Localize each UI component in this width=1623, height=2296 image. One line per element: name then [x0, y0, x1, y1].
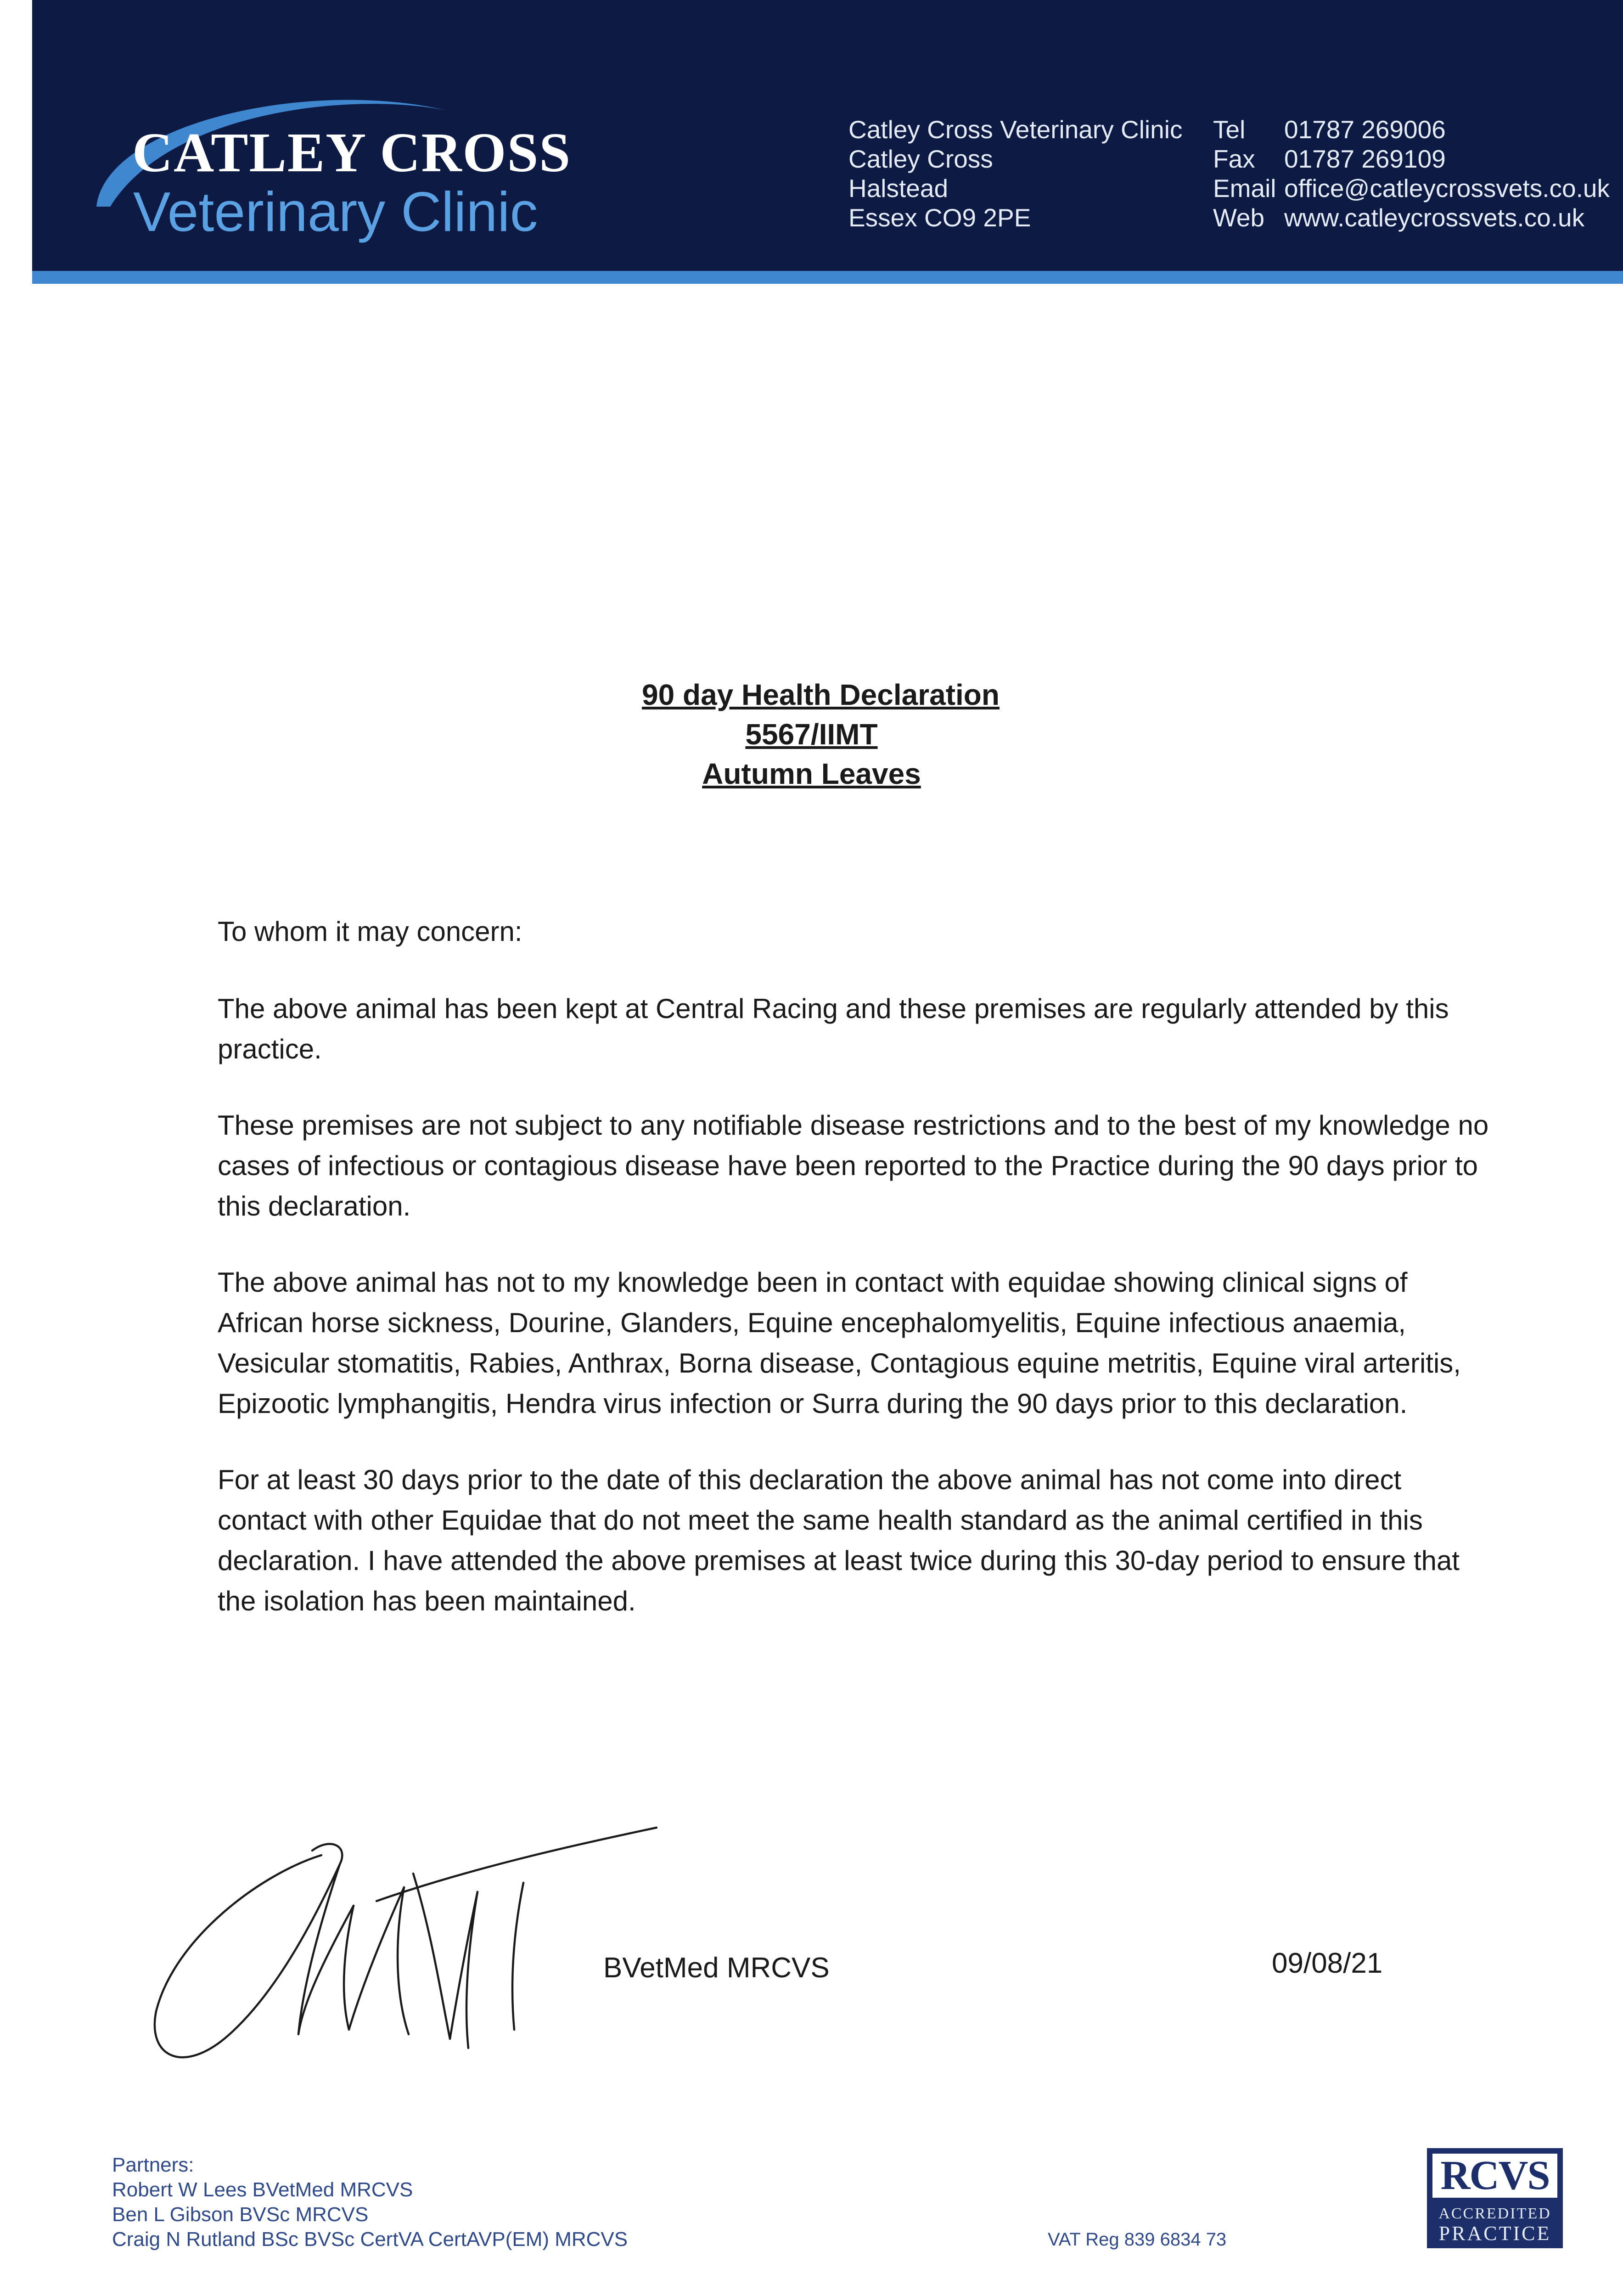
body-paragraph: The above animal has not to my knowledge been in contact with equidae showing clinical signs of African horse sickness, Dourine, Glanders, Equine encephalomyelitis, Equine infectious anaemia, Vesicular stomatitis, Rabies, Anthrax, Borna disease, Contagious equine metritis, Equine viral arteritis, Epizootic lymphangitis, Hendra virus infection or Surra during the 90 days prior to this declaration.: [218, 1267, 1461, 1419]
rcvs-practice-text: PRACTICE: [1438, 2222, 1551, 2245]
partners-heading: Partners:: [112, 2154, 194, 2176]
logo-subtitle: Veterinary Clinic: [133, 180, 538, 243]
tel-label: Tel: [1213, 115, 1246, 144]
declaration-reference: 5567/IIMT: [745, 718, 878, 751]
vat-registration: VAT Reg 839 6834 73: [1048, 2229, 1227, 2250]
address-line: Essex CO9 2PE: [848, 203, 1031, 232]
handwritten-signature: [147, 1818, 661, 2076]
partner-entry: Robert W Lees BVetMed MRCVS: [112, 2178, 413, 2201]
partner-entry: Ben L Gibson BVSc MRCVS: [112, 2203, 369, 2226]
body-paragraph: These premises are not subject to any notifiable disease restrictions and to the best of my knowledge no cases of infectious or contagious disease have been reported to the Practice during the 90 days prior to this declaration.: [218, 1110, 1489, 1221]
body-paragraph: The above animal has been kept at Central Racing and these premises are regularly attended by this practice.: [218, 993, 1449, 1064]
declaration-heading: 90 day Health Declaration: [642, 678, 1000, 711]
web-row: [1213, 203, 1610, 232]
email-value: office@catleycrossvets.co.uk: [1284, 174, 1610, 203]
partners-list: [112, 2153, 628, 2252]
tel-value: 01787 269006: [1284, 115, 1446, 144]
salutation: To whom it may concern:: [218, 916, 522, 947]
fax-label: Fax: [1213, 145, 1255, 173]
web-label: Web: [1213, 203, 1265, 232]
email-label: Email: [1213, 174, 1276, 203]
email-row: [1213, 174, 1610, 203]
address-line: Halstead: [848, 174, 949, 203]
web-value: www.catleycrossvets.co.uk: [1284, 203, 1585, 232]
letter-body: [218, 912, 1494, 1657]
body-paragraph: For at least 30 days prior to the date of this declaration the above animal has not come into direct contact with other Equidae that do not meet the same health standard as the animal certified in this declaration. I have attended the above premises at least twice during this 30-day period to ensure that the isolation has been maintained.: [218, 1464, 1460, 1616]
letterhead-stripe: [32, 271, 1623, 284]
rcvs-accreditation-logo: [1427, 2148, 1563, 2248]
address-line: Catley Cross: [848, 145, 993, 173]
clinic-contact: [1213, 115, 1610, 232]
rcvs-accredited-text: ACCREDITED: [1438, 2205, 1551, 2222]
animal-name: Autumn Leaves: [702, 757, 921, 790]
fax-value: 01787 269109: [1284, 145, 1446, 173]
logo-title: CATLEY CROSS: [132, 122, 572, 184]
signature-date: 09/08/21: [1272, 1947, 1383, 1979]
clinic-address: [848, 115, 1182, 232]
address-line: Catley Cross Veterinary Clinic: [848, 115, 1183, 144]
declaration-title: [0, 675, 1623, 793]
rcvs-wordmark: RCVS: [1432, 2154, 1557, 2198]
fax-row: [1213, 144, 1610, 174]
tel-row: [1213, 115, 1610, 144]
signatory-qualification: BVetMed MRCVS: [603, 1952, 830, 1984]
partner-entry: Craig N Rutland BSc BVSc CertVA CertAVP(EM) MRCVS: [112, 2228, 628, 2251]
